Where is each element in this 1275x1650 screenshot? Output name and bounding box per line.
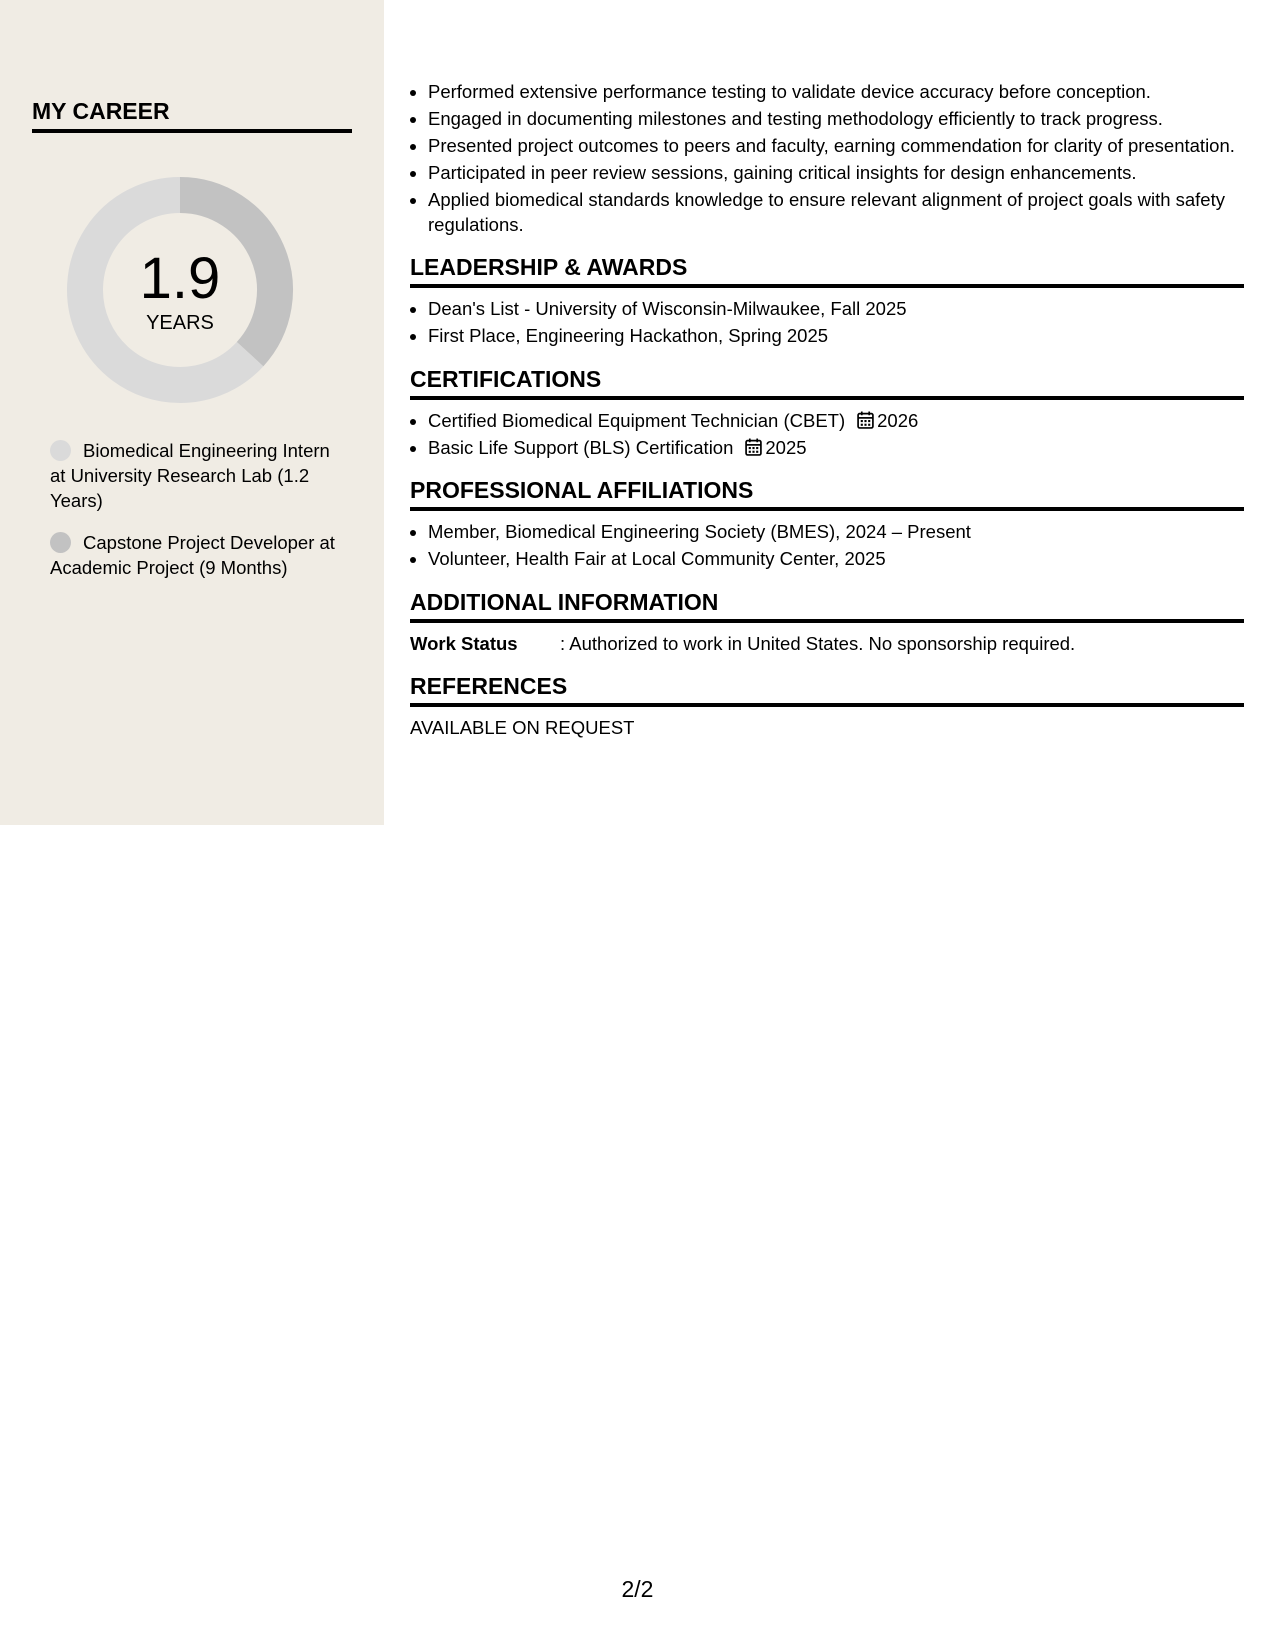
page-number: 2/2: [621, 1576, 654, 1602]
certifications-heading: CERTIFICATIONS: [410, 366, 1244, 400]
additional-info-heading: ADDITIONAL INFORMATION: [410, 589, 1244, 623]
calendar-icon: [745, 438, 762, 456]
references-text: AVAILABLE ON REQUEST: [410, 716, 635, 738]
affiliations-list: [410, 520, 1244, 572]
affiliations-heading: PROFESSIONAL AFFILIATIONS: [410, 477, 1244, 511]
career-heading: MY CAREER: [32, 98, 352, 133]
career-item-text: Biomedical Engineering Intern at University Research Lab (1.2 Years): [50, 440, 330, 511]
certification-item: [428, 436, 1244, 461]
sidebar: [0, 0, 384, 825]
list-item: • Dean's List - University of Wisconsin-Milwaukee, Fall 2025: [428, 297, 1244, 322]
career-item-text: Capstone Project Developer at Academic Project (9 Months): [50, 532, 335, 578]
list-item: • Member, Biomedical Engineering Society (BMES), 2024 – Present: [428, 520, 1244, 545]
list-item: • First Place, Engineering Hackathon, Spring 2025: [428, 324, 1244, 349]
list-item: • Applied biomedical standards knowledge to ensure relevant alignment of project goals with safety regulations.: [428, 188, 1244, 237]
legend-dot: [50, 440, 71, 461]
career-donut-chart: [66, 176, 294, 404]
list-item: • Participated in peer review sessions, gaining critical insights for design enhancements.: [428, 161, 1244, 186]
calendar-icon: [857, 411, 874, 429]
career-list: [50, 438, 340, 597]
certifications-list: [410, 409, 1244, 461]
list-item: • Engaged in documenting milestones and testing methodology efficiently to track progress.: [428, 107, 1244, 132]
main-content: [410, 80, 1244, 740]
references-heading: REFERENCES: [410, 673, 1244, 707]
list-item: • Presented project outcomes to peers and faculty, earning commendation for clarity of presentation.: [428, 134, 1244, 159]
leadership-list: [410, 297, 1244, 349]
certification-name: Certified Biomedical Equipment Technician (CBET): [428, 409, 846, 431]
work-status-row: [410, 632, 1244, 656]
experience-bullets: [410, 80, 1244, 237]
career-item: [50, 530, 340, 580]
certification-year: 2026: [877, 409, 919, 431]
leadership-heading: LEADERSHIP & AWARDS: [410, 254, 1244, 288]
donut-unit: YEARS: [146, 312, 214, 334]
career-item: [50, 438, 340, 513]
legend-dot: [50, 532, 71, 553]
certification-item: [428, 409, 1244, 434]
certification-year: 2025: [765, 436, 807, 458]
work-status-value: : Authorized to work in United States. No sponsorship required.: [560, 632, 1076, 654]
donut-value: 1.9: [139, 246, 221, 311]
list-item: • Performed extensive performance testing to validate device accuracy before conception.: [428, 80, 1244, 105]
list-item: • Volunteer, Health Fair at Local Community Center, 2025: [428, 547, 1244, 572]
work-status-label: Work Status: [410, 632, 518, 654]
certification-name: Basic Life Support (BLS) Certification: [428, 436, 734, 458]
